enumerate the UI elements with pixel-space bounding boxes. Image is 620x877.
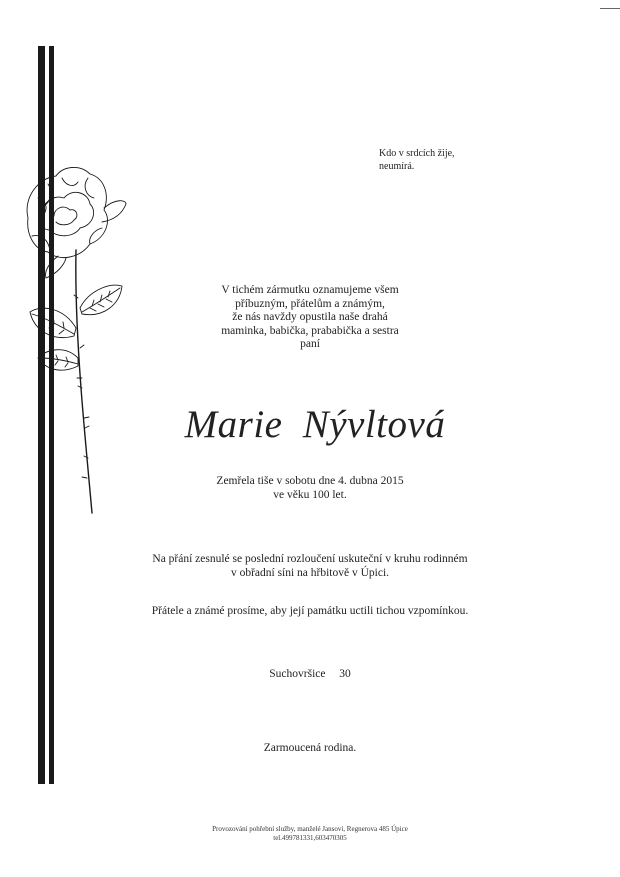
motto-line: neumírá. bbox=[379, 161, 415, 172]
scan-corner-mark bbox=[600, 8, 620, 9]
motto bbox=[379, 147, 455, 173]
footer-line: tel.499781331,603470305 bbox=[273, 834, 347, 842]
announcement-line: paní bbox=[300, 338, 320, 350]
funeral-service-footer bbox=[160, 825, 460, 843]
death-info-line: ve věku 100 let. bbox=[273, 488, 347, 501]
funeral-info bbox=[120, 553, 500, 580]
announcement-line: že nás navždy opustila naše drahá bbox=[232, 311, 388, 323]
announcement-line: příbuzným, přátelům a známým, bbox=[235, 297, 385, 310]
announcement-line: maminka, babička, prababička a sestra bbox=[221, 324, 399, 337]
remembrance-request: Přátele a známé prosíme, aby její památku uctili tichou vzpomínkou. bbox=[151, 605, 469, 617]
motto-line: Kdo v srdcích žije, bbox=[379, 148, 455, 159]
announcement bbox=[160, 284, 460, 352]
death-info-line: Zemřela tiše v sobotu dne 4. dubna 2015 bbox=[216, 475, 404, 487]
funeral-info-line: Na přání zesnulé se poslední rozloučení uskuteční v kruhu rodinném bbox=[152, 553, 468, 565]
address: Suchovršice 30 bbox=[269, 668, 351, 680]
rose-icon bbox=[18, 158, 130, 518]
deceased-name: Marie Nývltová bbox=[184, 403, 446, 446]
announcement-line: V tichém zármutku oznamujeme všem bbox=[221, 284, 399, 296]
funeral-info-line: v obřadní síni na hřbitově v Úpici. bbox=[230, 566, 390, 579]
death-info bbox=[160, 475, 460, 502]
signature: Zarmoucená rodina. bbox=[263, 742, 357, 754]
footer-line: Provozování pohřební služby, manželé Jansovi, Regnerova 485 Úpice bbox=[212, 825, 408, 833]
